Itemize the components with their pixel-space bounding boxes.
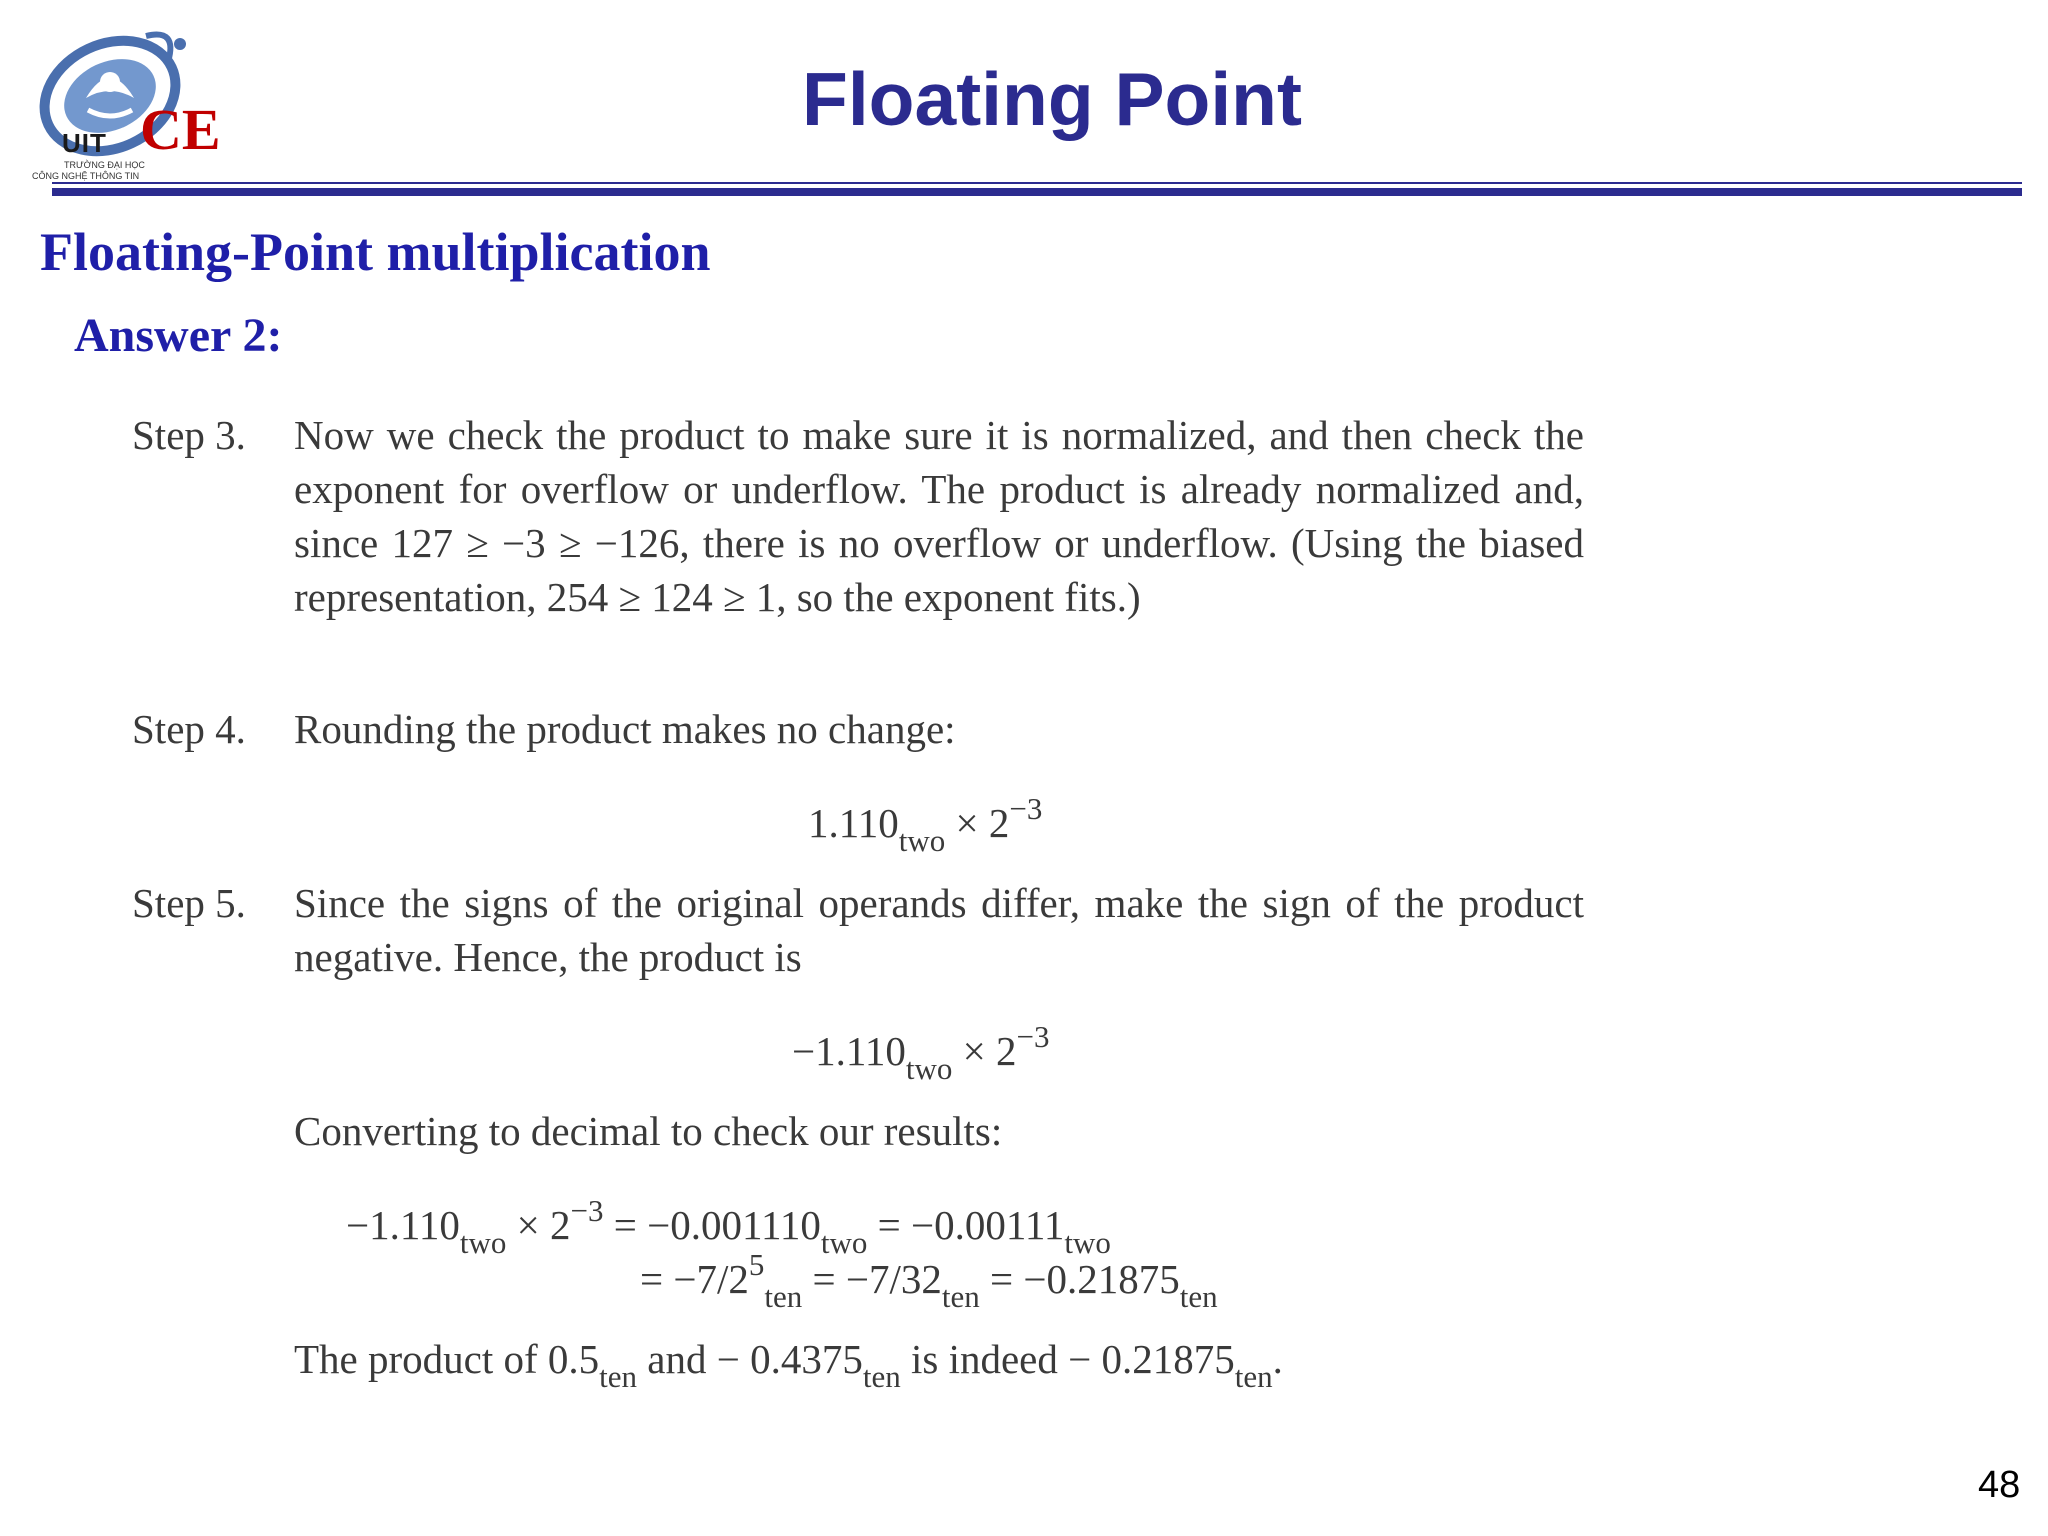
conclusion-text: . bbox=[1272, 1336, 1283, 1382]
step-4-label: Step 4. bbox=[132, 706, 246, 752]
conv-term: = −0.001110 bbox=[613, 1202, 821, 1248]
sub-heading: Answer 2: bbox=[74, 309, 283, 362]
conclusion-sub: ten bbox=[1234, 1359, 1273, 1394]
conclusion-text: is indeed − 0.21875 bbox=[900, 1336, 1235, 1382]
conv-sub: ten bbox=[941, 1279, 980, 1314]
conv-sup: −3 bbox=[570, 1193, 604, 1228]
header-divider-thick bbox=[52, 188, 2022, 196]
eq-exp: −3 bbox=[1009, 791, 1043, 826]
conv-term: = −7/32 bbox=[812, 1256, 942, 1302]
convert-intro: Converting to decimal to check our results: bbox=[294, 1108, 1003, 1154]
conv-sub: two bbox=[1064, 1225, 1111, 1260]
conversion-line-2 bbox=[640, 1247, 1218, 1314]
eq-mantissa: −1.110 bbox=[792, 1028, 906, 1074]
step-4-text: Rounding the product makes no change: bbox=[294, 706, 956, 752]
slide-number: 48 bbox=[1978, 1464, 2021, 1506]
conclusion-sub: ten bbox=[862, 1359, 901, 1394]
step-3-label: Step 3. bbox=[132, 412, 246, 458]
header-divider-thin bbox=[52, 182, 2022, 184]
conv-term: × 2 bbox=[516, 1202, 571, 1248]
eq-sub: two bbox=[905, 1051, 953, 1086]
logo-ce-text: CE bbox=[140, 97, 221, 162]
eq-times: × 2 bbox=[955, 800, 1010, 846]
conversion-line-1 bbox=[346, 1193, 1111, 1260]
conv-term: = −0.21875 bbox=[990, 1256, 1180, 1302]
conv-sup: 5 bbox=[748, 1247, 765, 1282]
step-3-text: Now we check the product to make sure it is normalized, and then check the exponent for overflow or underflow. The product is already normalized and, since 127 ≥ −3 ≥ −126, there is no overflow or underflow. (Using the biased representation, 254 ≥ 124 ≥ 1, so the exponent fits.) bbox=[294, 412, 1584, 620]
step-4-equation bbox=[808, 791, 1043, 858]
conv-sub: two bbox=[820, 1225, 868, 1260]
section-heading: Floating-Point multiplication bbox=[40, 222, 711, 282]
page-title: Floating Point bbox=[802, 57, 1302, 141]
eq-sub: two bbox=[898, 823, 946, 858]
conclusion-text: and − 0.4375 bbox=[637, 1336, 863, 1382]
logo-subtitle-line1: TRƯỜNG ĐẠI HỌC bbox=[64, 160, 145, 170]
logo-uit-text: UIT bbox=[62, 128, 107, 158]
eq-mantissa: 1.110 bbox=[808, 800, 899, 846]
step-5-equation bbox=[792, 1019, 1050, 1086]
logo-subtitle-line2: CÔNG NGHỆ THÔNG TIN bbox=[32, 171, 140, 181]
conv-term: −1.110 bbox=[346, 1202, 460, 1248]
conclusion-sub: ten bbox=[599, 1359, 638, 1394]
conv-sub: two bbox=[459, 1225, 507, 1260]
conclusion bbox=[294, 1332, 1283, 1394]
conclusion-text: The product of 0.5 bbox=[294, 1336, 600, 1382]
eq-exp: −3 bbox=[1016, 1019, 1050, 1054]
conv-sub: ten bbox=[1179, 1279, 1218, 1314]
conv-term: = −7/2 bbox=[640, 1256, 749, 1302]
conv-term: = −0.00111 bbox=[877, 1202, 1065, 1248]
step-5-label: Step 5. bbox=[132, 880, 246, 926]
conv-sub: ten bbox=[764, 1279, 803, 1314]
step-5-text: Since the signs of the original operands differ, make the sign of the product negative. Hence, the product is bbox=[294, 880, 1584, 980]
eq-times: × 2 bbox=[962, 1028, 1017, 1074]
